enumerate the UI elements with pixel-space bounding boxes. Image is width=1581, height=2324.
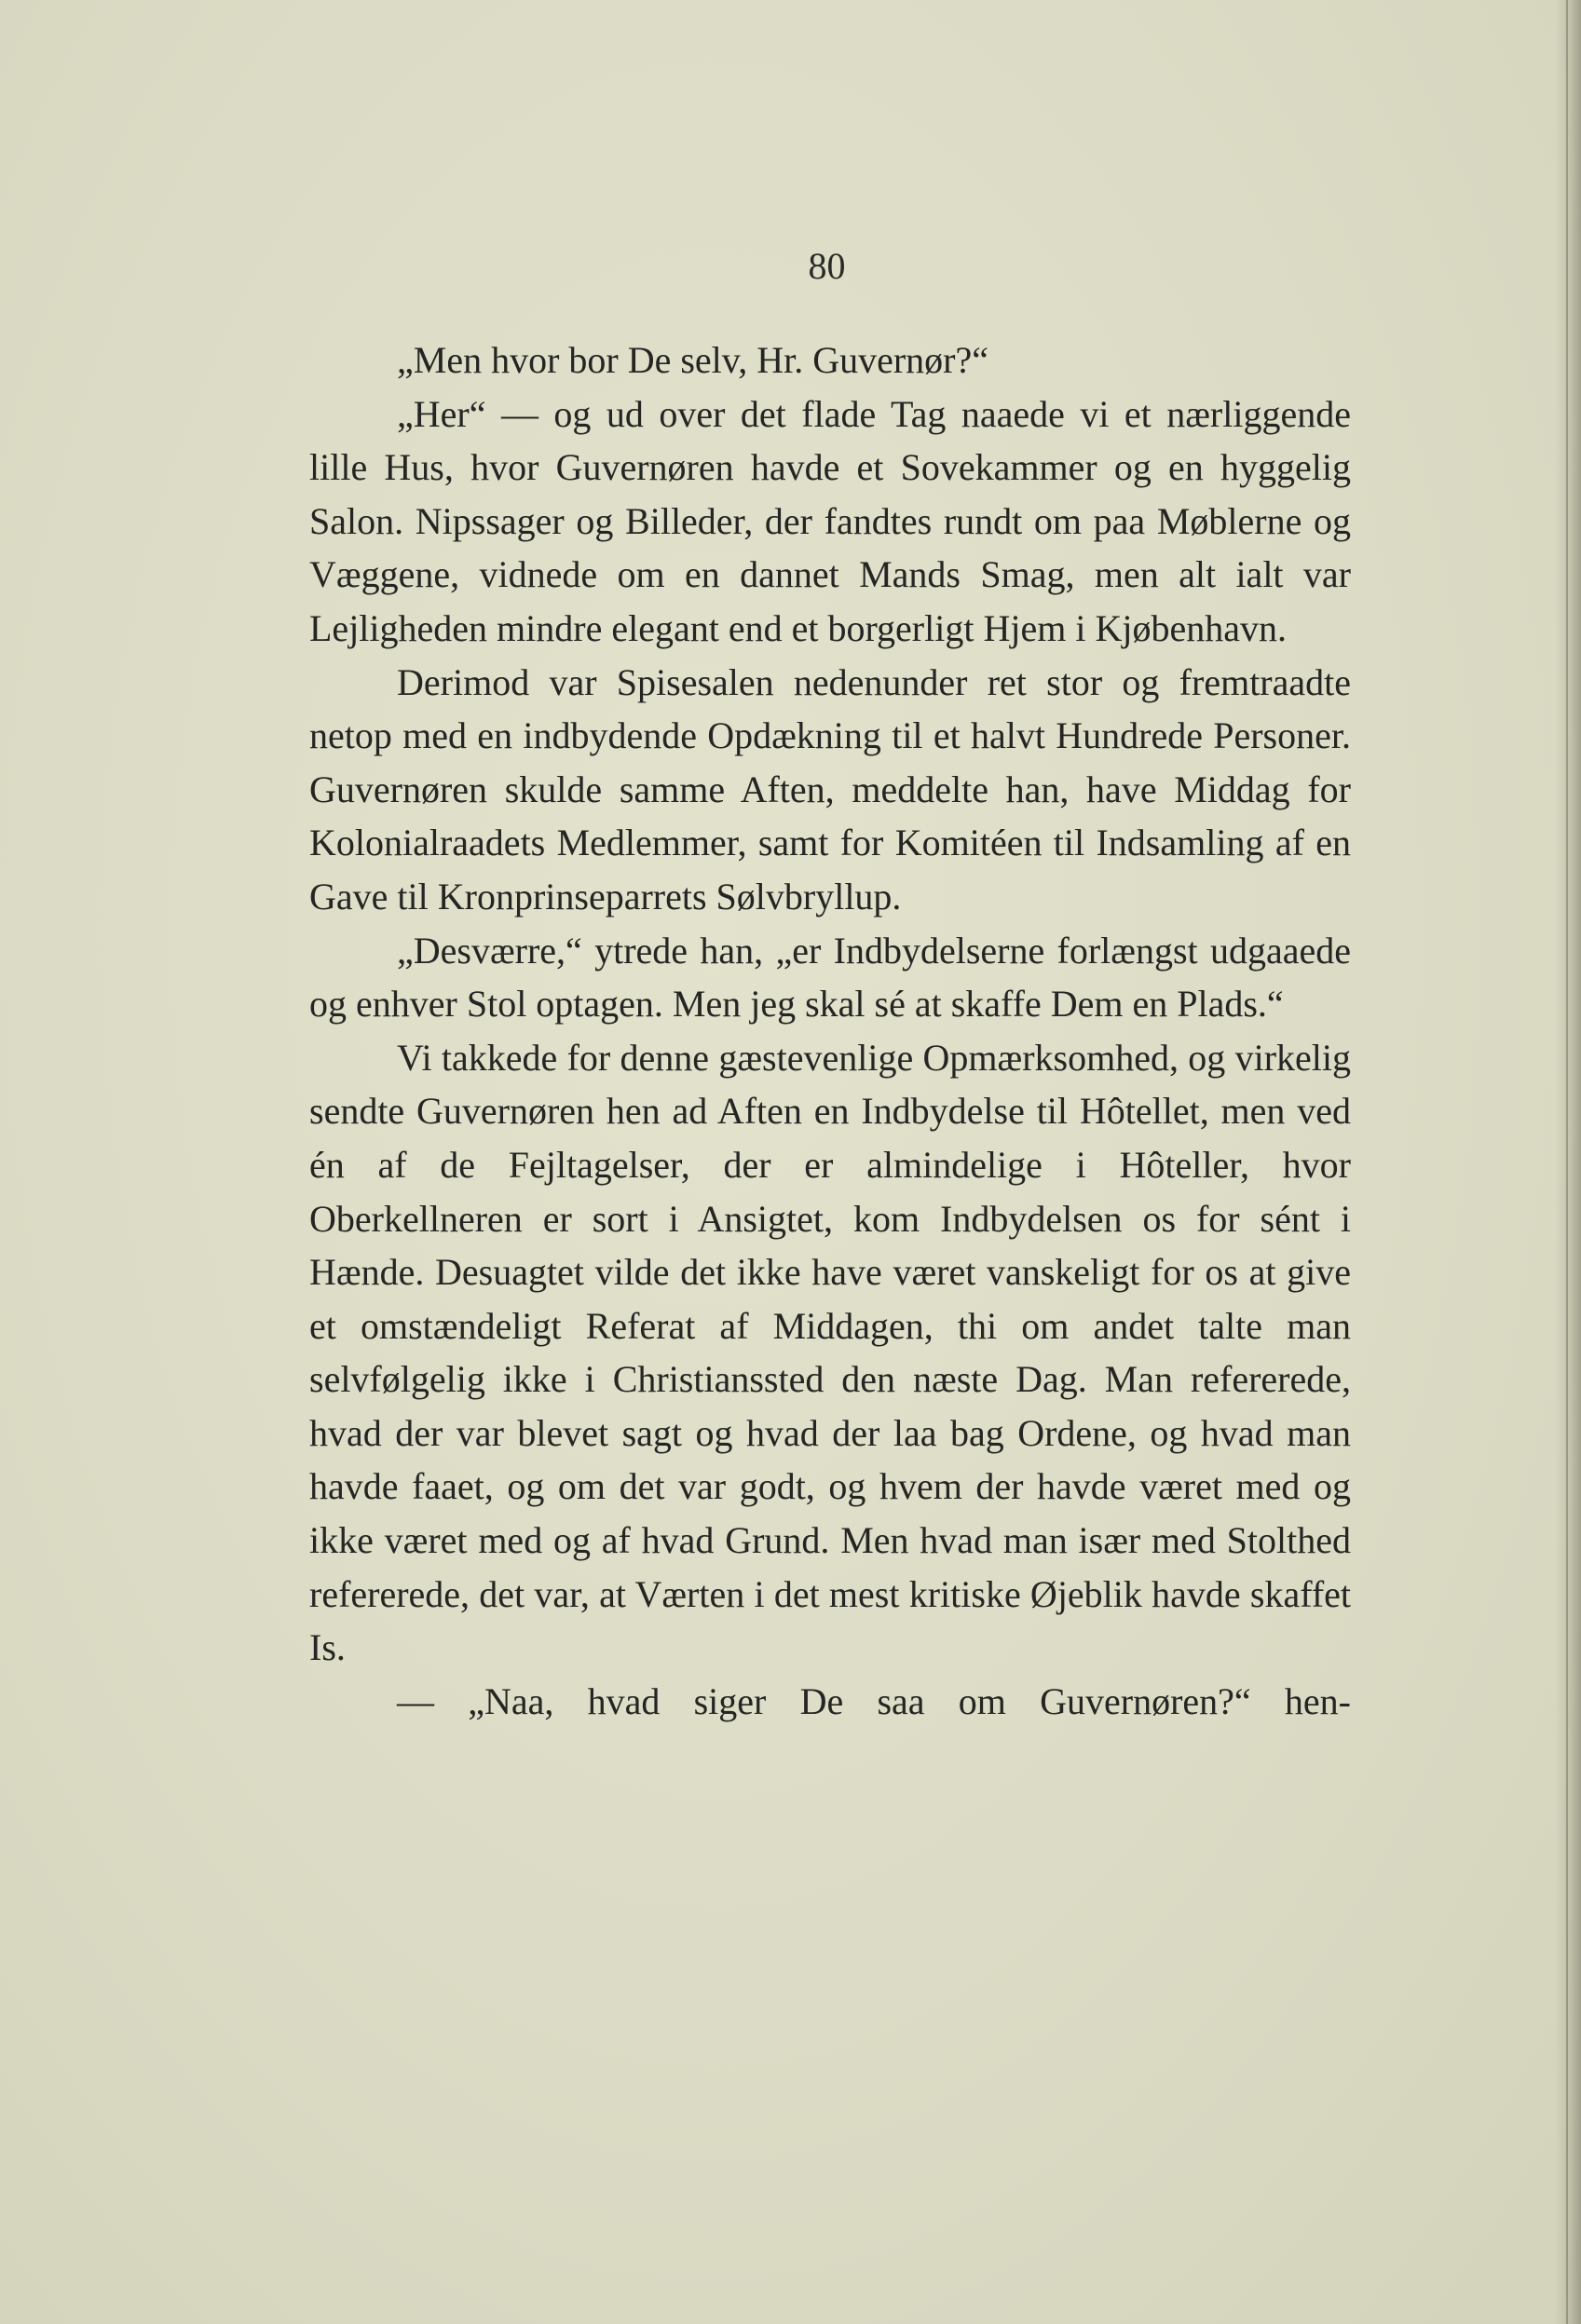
page-edge-shadow <box>1555 0 1581 2324</box>
paragraph-3: Derimod var Spisesalen nedenunder ret stor og fremtraadte netop med en indbydende Opdækning til et halvt Hundrede Personer. Guvernøren skulde samme Aften, meddelte han, have Middag for Kolonialraadets Medlemmer, samt for Komitéen til Indsamling af en Gave til Kronprinseparrets Sølvbryllup. <box>309 660 1351 917</box>
page-number: 80 <box>808 245 846 287</box>
paragraph-4: „Desværre,“ ytrede han, „er Indbydelserne forlængst udgaaede og enhver Stol optagen. Men jeg skal sé at skaffe Dem en Plads.“ <box>309 929 1351 1026</box>
paragraph-2: „Her“ — og ud over det flade Tag naaede vi et nærliggende lille Hus, hvor Guvernøren havde et Sovekammer og en hyggelig Salon. Nipssager og Billeder, der fandtes rundt om paa Møblerne og Væggene, vidnede om en dannet Mands Smag, men alt ialt var Lejligheden mindre elegant end et borgerligt Hjem i Kjøbenhavn. <box>309 392 1351 649</box>
paragraph-5: Vi takkede for denne gæstevenlige Opmærksomhed, og virkelig sendte Guvernøren hen ad Aften en Indbydelse til Hôtellet, men ved én af de Fejltagelser, der er almindelige i Hôteller, hvor Oberkellneren er sort i Ansigtet, kom Indbydelsen os for sént i Hænde. Desuagtet vilde det ikke have været vanskeligt for os at give et omstændeligt Referat af Middagen, thi om andet talte man selvfølgelig ikke i Christianssted den næste Dag. Man refererede, hvad der var blevet sagt og hvad der laa bag Ordene, og hvad man havde faaet, og om det var godt, og hvem der havde været med og ikke været med og af hvad Grund. Men hvad man især med Stolthed refererede, det var, at Værten i det mest kritiske Øjeblik havde skaffet Is. <box>309 1036 1351 1669</box>
paragraph-1: „Men hvor bor De selv, Hr. Guvernør?“ <box>397 339 988 381</box>
paragraph-6: — „Naa, hvad siger De saa om Guvernøren?“ hen- <box>397 1679 1351 1722</box>
page-edge-line <box>1566 0 1568 2324</box>
body-text <box>309 333 1351 1728</box>
